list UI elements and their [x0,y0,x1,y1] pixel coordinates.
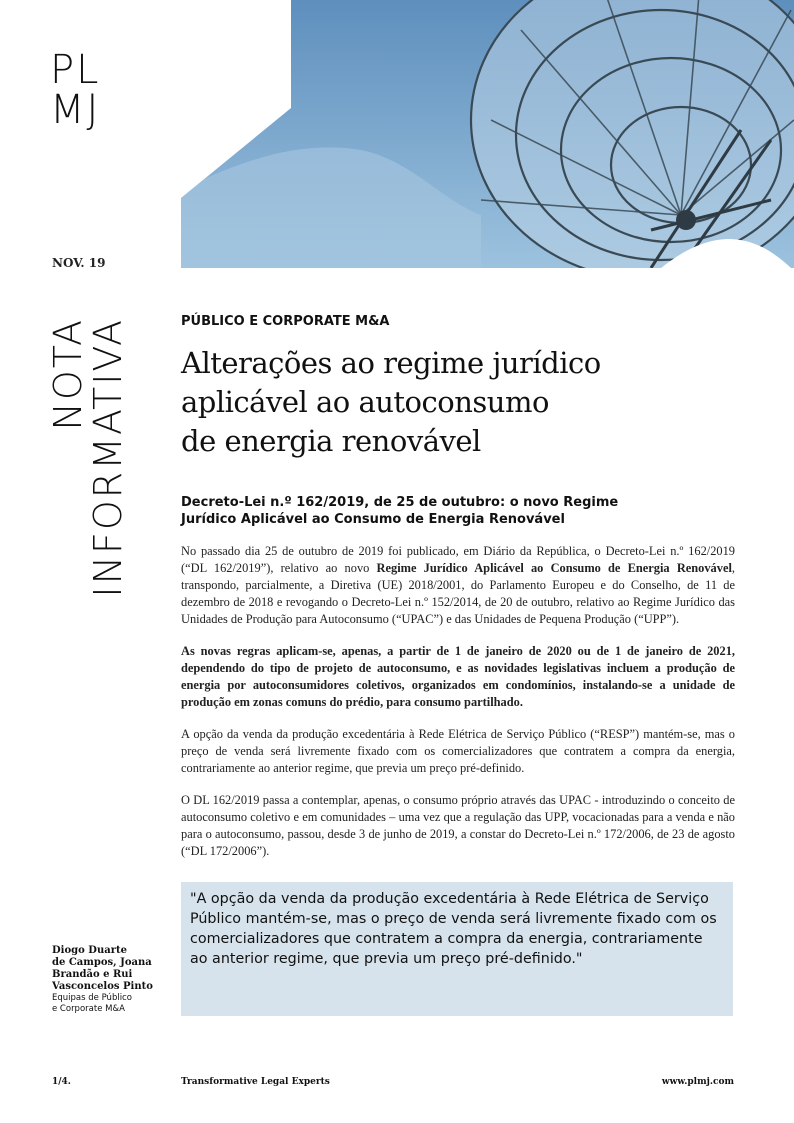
footer-tagline: Transformative Legal Experts [181,1077,330,1087]
subtitle-line-1: Decreto-Lei n.º 162/2019, de 25 de outubro: o novo Regime [181,495,619,510]
page-title [181,344,741,461]
page-number: 1/4. [52,1077,71,1087]
paragraph-2: As novas regras aplicam-se, apenas, a partir de 1 de janeiro de 2020 ou de 1 de janeiro de 2021, dependendo do tipo de projeto de autoconsumo, e as novidades legislativas incluem a produção de energia por autoconsumidores coletivos, organizados em condomínios, instalando-se a unidade de produção em zonas comuns do prédio, para consumo partilhado. [181,644,735,709]
author-name-line: Diogo Duarte [52,945,127,956]
author-name-line: Vasconcelos Pinto [52,981,153,992]
paragraph-1-end: , transpondo, parcialmente, a Diretiva (UE) 2018/2001, do Parlamento Europeu e do Conselho, de 11 de dezembro de 2018 e revogando o Decreto-Lei n.º 152/2014, de 20 de outubro, relativo ao Regime Jurídico das Unidades de Produção para Autoconsumo (“UPAC”) e das Unidades de Pequena Produção (“UPP”). [181,561,735,626]
author-names [52,945,162,993]
title-line-1: Alterações ao regime jurídico [181,346,601,380]
pull-quote: "A opção da venda da produção excedentária à Rede Elétrica de Serviço Público mantém-se, mas o preço de venda será livremente fixado com os comercializadores que contratem a compra da energia, contrariamente ao anterior regime, que previa um preço pré-definido." [181,882,733,1016]
authors-block [52,945,162,1015]
plmj-logo [50,47,132,133]
author-team [52,993,162,1015]
website-link[interactable]: www.plmj.com [661,1077,734,1087]
team-line: e Corporate M&A [52,1004,125,1014]
author-name-line: de Campos, Joana [52,957,152,968]
logo-line-2: MJ [50,87,101,133]
team-line: Equipas de Público [52,993,132,1003]
subtitle-line-2: Jurídico Aplicável ao Consumo de Energia Renovável [181,512,565,527]
issue-date: NOV. 19 [52,256,106,270]
nota-informativa-label [48,318,134,668]
logo-line-1: PL [50,47,101,93]
paragraph-1 [181,543,735,628]
vertical-label-line-2: INFORMATIVA [86,318,130,598]
paragraph-4: O DL 162/2019 passa a contemplar, apenas, o consumo próprio através das UPAC - introduzindo o conceito de autoconsumo coletivo e em comunidades – uma vez que a regulação das UPP, vocacionadas para a venda e não para o autoconsumo, passou, desde 3 de junho de 2019, a constar do Decreto-Lei n.º 172/2006, de 23 de agosto (“DL 172/2006”). [181,793,735,858]
author-name-line: Brandão e Rui [52,969,133,980]
subtitle [181,494,741,528]
vertical-label-line-1: NOTA [46,318,90,431]
article-body [181,543,735,875]
title-line-3: de energia renovável [181,424,481,458]
title-line-2: aplicável ao autoconsumo [181,385,549,419]
hero-image-satellite-dish [181,0,794,268]
paragraph-1-emphasis: Regime Jurídico Aplicável ao Consumo de Energia Renovável [376,561,732,575]
paragraph-1-start: No passado dia 25 de outubro de 2019 foi publicado, em Diário da República, o Decreto-Lei n.º 162/2019 (“DL 162/2019”), relativo ao novo [181,544,735,575]
paragraph-3: A opção da venda da produção excedentária à Rede Elétrica de Serviço Público (“RESP”) mantém-se, mas o preço de venda será livremente fixado com os comercializadores que contratem a compra da energia, contrariamente ao anterior regime, que previa um preço pré-definido. [181,727,735,775]
practice-area: PÚBLICO E CORPORATE M&A [181,314,390,329]
